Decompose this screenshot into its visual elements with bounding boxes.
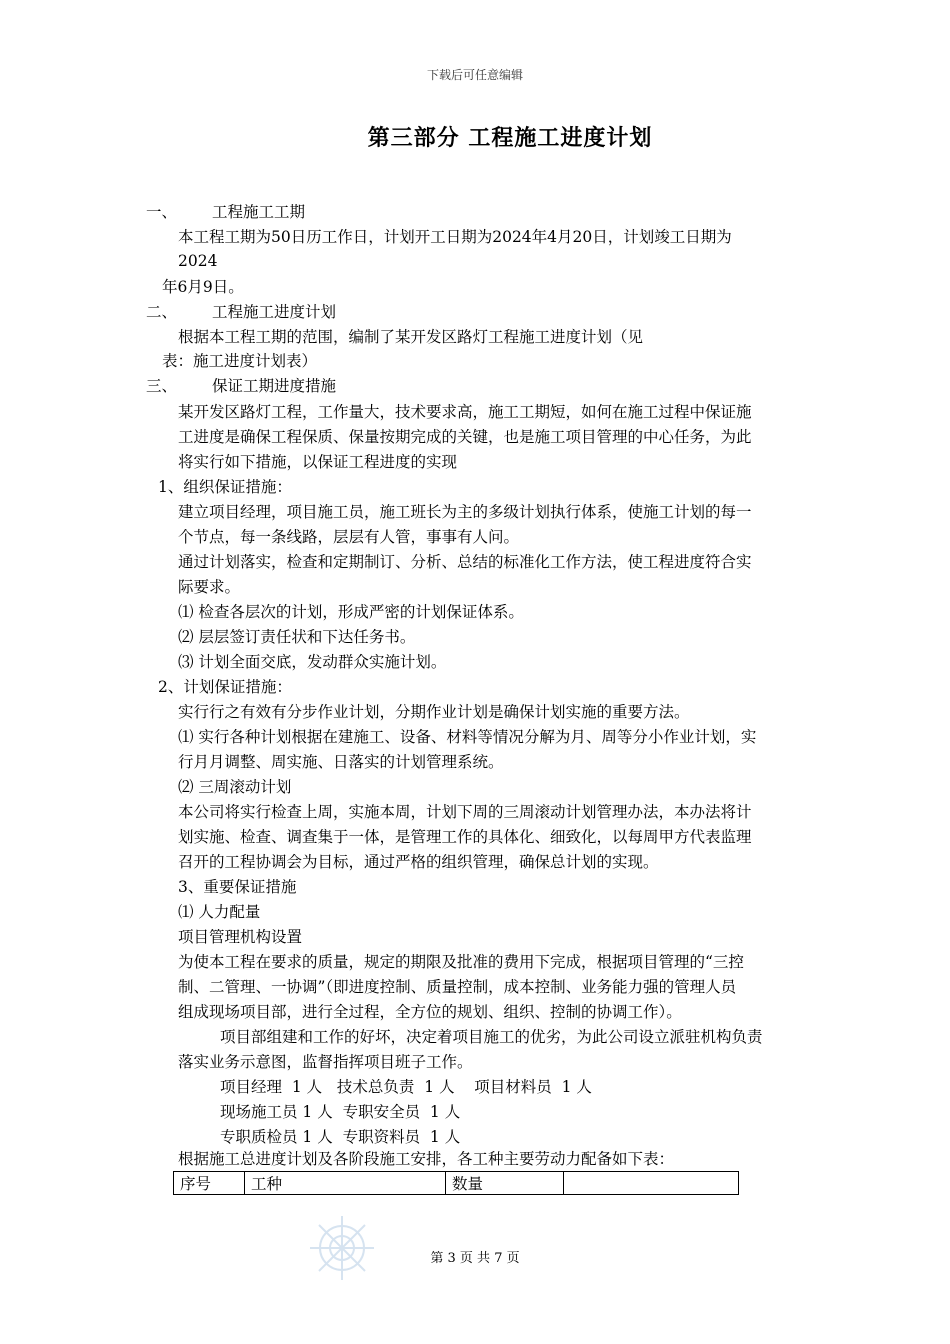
org-line: ⑶ 计划全面交底，发动群众实施计划。 [178,653,447,671]
table-header-cell: 数量 [446,1172,564,1195]
plan-line: 行月月调整、周实施、日落实的计划管理系统。 [178,753,504,771]
org-line: ⑵ 层层签订责任状和下达任务书。 [178,628,416,646]
table-header-row [174,1172,739,1195]
key-indent-line: 项目部组建和工作的好坏，决定着项目施工的优劣，为此公司设立派驻机构负责 [220,1028,763,1046]
key-heading: 3、重要保证措施 [178,878,297,896]
key-line: ⑴ 人力配量 [178,903,261,921]
plan-heading: 2、计划保证措施： [158,678,292,696]
org-line: 建立项目经理，项目施工员，施工班长为主的多级计划执行体系，使施工计划的每一 [178,503,752,521]
key-line: 为使本工程在要求的质量，规定的期限及批准的费用下完成，根据项目管理的“三控 [178,953,744,971]
section-1-heading: 工程施工工期 [212,203,306,221]
plan-line: ⑵ 三周滚动计划 [178,778,292,796]
table-intro: 根据施工总进度计划及各阶段施工安排，各工种主要劳动力配备如下表： [178,1150,675,1168]
section-2-line: 根据本工程工期的范围，编制了某开发区路灯工程施工进度计划（见 [178,328,644,346]
section-2-number: 二、 [146,303,178,321]
plan-line: 召开的工程协调会为目标，通过严格的组织管理，确保总计划的实现。 [178,853,659,871]
section-2-heading: 工程施工进度计划 [212,303,337,321]
key-line: 项目管理机构设置 [178,928,303,946]
section-3-line: 工进度是确保工程保质、保量按期完成的关键，也是施工项目管理的中心任务，为此 [178,428,752,446]
plan-line: 实行行之有效有分步作业计划，分期作业计划是确保计划实施的重要方法。 [178,703,690,721]
staff-line: 专职质检员 1 人 专职资料员 1 人 [220,1128,461,1146]
section-3-heading: 保证工期进度措施 [212,377,337,395]
org-heading: 1、组织保证措施： [158,478,292,496]
plan-line: ⑴ 实行各种计划根据在建施工、设备、材料等情况分解为月、周等分小作业计划，实 [178,728,757,746]
section-3-line: 某开发区路灯工程，工作量大，技术要求高，施工工期短，如何在施工过程中保证施 [178,403,752,421]
section-1-line: 本工程工期为50日历工作日，计划开工日期为2024年4月20日，计划竣工日期为 [178,228,732,246]
section-1-line: 年6月9日。 [162,278,244,296]
section-2-line: 表：施工进度计划表） [162,352,318,370]
key-line: 落实业务示意图，监督指挥项目班子工作。 [178,1053,473,1071]
labor-table [173,1171,739,1195]
page-header: 下载后可任意编辑 [426,68,523,82]
org-line: 通过计划落实，检查和定期制订、分析、总结的标准化工作方法，使工程进度符合实 [178,553,752,571]
org-line: ⑴ 检查各层次的计划，形成严密的计划保证体系。 [178,603,524,621]
org-line: 际要求。 [178,578,241,596]
staff-line: 现场施工员 1 人 专职安全员 1 人 [220,1103,461,1121]
section-1-line: 2024 [178,252,218,270]
key-line: 制、二管理、一协调”（即进度控制、质量控制，成本控制、业务能力强的管理人员 [178,978,737,996]
section-1-number: 一、 [146,203,178,221]
section-3-number: 三、 [146,377,178,395]
key-line: 组成现场项目部，进行全过程，全方位的规划、组织、控制的协调工作）。 [178,1003,682,1021]
plan-line: 划实施、检查、调查集于一体，是管理工作的具体化、细致化，以每周甲方代表监理 [178,828,752,846]
table-header-cell [564,1172,739,1195]
table-header-cell: 序号 [174,1172,245,1195]
org-line: 个节点，每一条线路，层层有人管，事事有人问。 [178,528,520,546]
section-3-line: 将实行如下措施，以保证工程进度的实现 [178,453,458,471]
page-footer: 第 3 页 共 7 页 [430,1251,520,1266]
staff-line: 项目经理 1 人 技术总负责 1 人 项目材料员 1 人 [220,1078,592,1096]
page-title: 第三部分 工程施工进度计划 [367,125,653,151]
table-header-cell: 工种 [245,1172,446,1195]
plan-line: 本公司将实行检查上周，实施本周，计划下周的三周滚动计划管理办法，本办法将计 [178,803,752,821]
